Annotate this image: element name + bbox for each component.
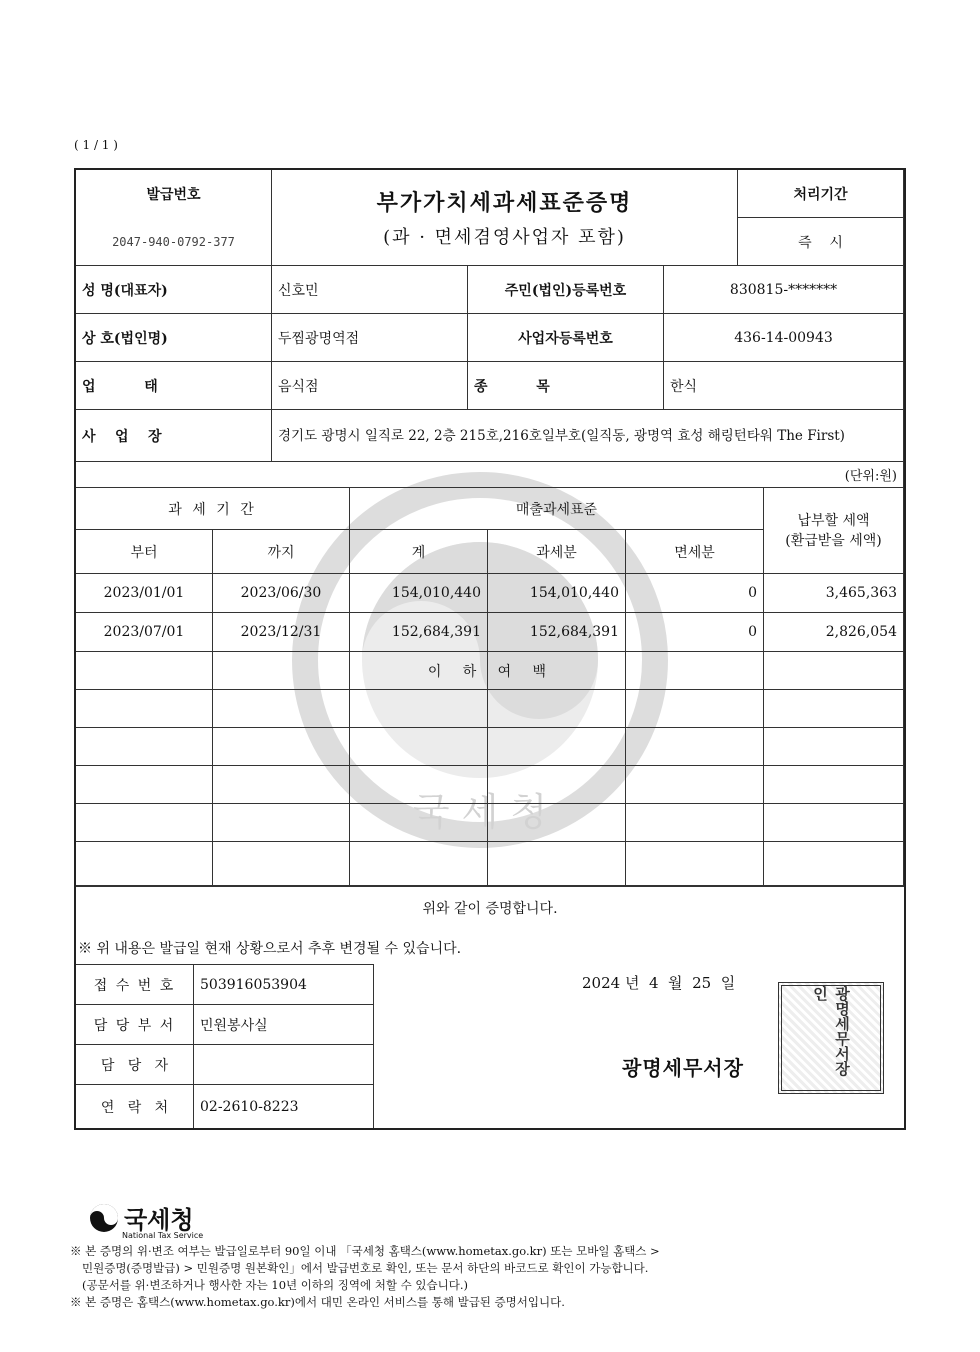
blank-cell — [764, 690, 904, 728]
biz-item-value: 한식 — [664, 362, 904, 410]
blank-cell — [626, 728, 764, 766]
biz-type-label: 업 태 — [76, 362, 272, 410]
row1-total: 154,010,440 — [350, 574, 488, 613]
blank-cell — [350, 842, 488, 886]
title-block — [272, 170, 738, 266]
name-label: 성 명(대표자) — [76, 266, 272, 314]
blank-cell — [76, 804, 213, 842]
blank-cell — [626, 690, 764, 728]
note-line-2: 민원증명(증명발급) > 민원증명 원본확인」에서 발급번호로 확인, 또는 문서 하단의 바코드로 확인이 가능합니다. — [82, 1261, 649, 1275]
contact-label: 연 락 처 — [76, 1085, 194, 1128]
receipt-value: 503916053904 — [194, 965, 374, 1005]
nts-logo-sub: National Tax Service — [122, 1231, 204, 1240]
document-title: 부가가치세과세표준증명 — [376, 190, 633, 216]
blank-cell — [350, 766, 488, 804]
row1-exempt: 0 — [626, 574, 764, 613]
name-value: 신호민 — [272, 266, 468, 314]
row1-tax: 3,465,363 — [764, 574, 904, 613]
row1-from: 2023/01/01 — [76, 574, 213, 613]
blank-cell — [76, 766, 213, 804]
receipt-label: 접 수 번 호 — [76, 965, 194, 1005]
trade-name-value: 두찜광명역점 — [272, 314, 468, 362]
blank-cell — [350, 690, 488, 728]
blank-cell — [350, 728, 488, 766]
blank-cell — [213, 842, 350, 886]
tax-header: 납부할 세액 (환급받을 세액) — [764, 488, 904, 574]
blank-cell — [213, 652, 350, 690]
issue-date: 2024 년 4 월 25 일 — [582, 974, 736, 992]
contact-value: 02-2610-8223 — [194, 1085, 374, 1128]
to-header: 까지 — [213, 530, 350, 574]
document-subtitle: (과 · 면세겸영사업자 포함) — [383, 227, 626, 248]
blank-cell — [76, 652, 213, 690]
blank-cell — [488, 728, 626, 766]
from-header: 부터 — [76, 530, 213, 574]
blank-cell — [488, 690, 626, 728]
standard-header: 매출과세표준 — [350, 488, 764, 530]
watermark-text: 국 세 청 — [412, 790, 548, 834]
trade-name-label: 상 호(법인명) — [76, 314, 272, 362]
blank-cell — [488, 804, 626, 842]
unit-label: (단위:원) — [76, 462, 904, 488]
issue-no-value: 2047-940-0792-377 — [76, 218, 272, 266]
blank-cell — [76, 728, 213, 766]
biz-item-label: 종 목 — [468, 362, 664, 410]
blank-cell — [764, 804, 904, 842]
person-label: 담 당 자 — [76, 1045, 194, 1085]
address-value: 경기도 광명시 일직로 22, 2층 215호,216호일부호(일직동, 광명역 효성 해링턴타워 The First) — [272, 410, 904, 462]
blank-cell — [213, 804, 350, 842]
taxable-header: 과세분 — [488, 530, 626, 574]
blank-cell — [213, 766, 350, 804]
row2-tax: 2,826,054 — [764, 613, 904, 652]
brn-label: 사업자등록번호 — [468, 314, 664, 362]
period-header: 과 세 기 간 — [76, 488, 350, 530]
row2-taxable: 152,684,391 — [488, 613, 626, 652]
bottom-notes — [70, 1243, 910, 1311]
person-value — [194, 1045, 374, 1085]
row2-total: 152,684,391 — [350, 613, 488, 652]
blank-cell — [488, 842, 626, 886]
note-line-3: (공문서를 위·변조하거나 행사한 자는 10년 이하의 징역에 처할 수 있습니다.) — [82, 1278, 468, 1292]
blank-cell — [213, 728, 350, 766]
blank-cell — [764, 728, 904, 766]
exempt-header: 면세분 — [626, 530, 764, 574]
blank-cell — [76, 842, 213, 886]
blank-cell — [764, 766, 904, 804]
blank-cell — [764, 842, 904, 886]
blank-cell — [350, 804, 488, 842]
row1-to: 2023/06/30 — [213, 574, 350, 613]
dept-label: 담 당 부 서 — [76, 1005, 194, 1045]
row2-to: 2023/12/31 — [213, 613, 350, 652]
nts-logo-text: 국세청 — [124, 1206, 194, 1234]
footer-divider — [76, 886, 904, 887]
processing-label: 처리기간 — [738, 170, 904, 218]
rrn-label: 주민(법인)등록번호 — [468, 266, 664, 314]
note-line-1: ※ 본 증명의 위·변조 여부는 발급일로부터 90일 이내 「국세청 홈택스(www.hometax.go.kr) 또는 모바일 홈택스 > — [70, 1244, 660, 1258]
page-indicator: ( 1 / 1 ) — [74, 138, 118, 152]
office-name: 광명세무서장 — [622, 1056, 744, 1080]
row2-from: 2023/07/01 — [76, 613, 213, 652]
blank-note: 이 하 여 백 — [427, 664, 549, 680]
row2-exempt: 0 — [626, 613, 764, 652]
blank-cell — [626, 652, 764, 690]
brn-value: 436-14-00943 — [664, 314, 904, 362]
blank-cell — [626, 766, 764, 804]
total-header: 계 — [350, 530, 488, 574]
certify-text: 위와 같이 증명합니다. — [422, 901, 558, 917]
note-line-4: ※ 본 증명은 홈택스(www.hometax.go.kr)에서 대민 온라인 서비스를 통해 발급된 증명서입니다. — [70, 1295, 565, 1309]
blank-cell — [764, 652, 904, 690]
processing-value: 즉 시 — [738, 218, 904, 266]
address-label: 사 업 장 — [76, 410, 272, 462]
dept-value: 민원봉사실 — [194, 1005, 374, 1045]
row1-taxable: 154,010,440 — [488, 574, 626, 613]
biz-type-value: 음식점 — [272, 362, 468, 410]
blank-cell — [213, 690, 350, 728]
seal-text: 광명세무서장인 — [811, 986, 851, 1076]
blank-cell — [488, 766, 626, 804]
nts-logo-icon — [88, 1202, 120, 1234]
notice-text: ※ 위 내용은 발급일 현재 상황으로서 추후 변경될 수 있습니다. — [78, 941, 462, 957]
blank-cell — [626, 842, 764, 886]
blank-cell — [626, 804, 764, 842]
official-seal — [778, 982, 884, 1094]
rrn-value: 830815-******* — [664, 266, 904, 314]
issue-no-label: 발급번호 — [76, 170, 272, 218]
blank-cell — [76, 690, 213, 728]
